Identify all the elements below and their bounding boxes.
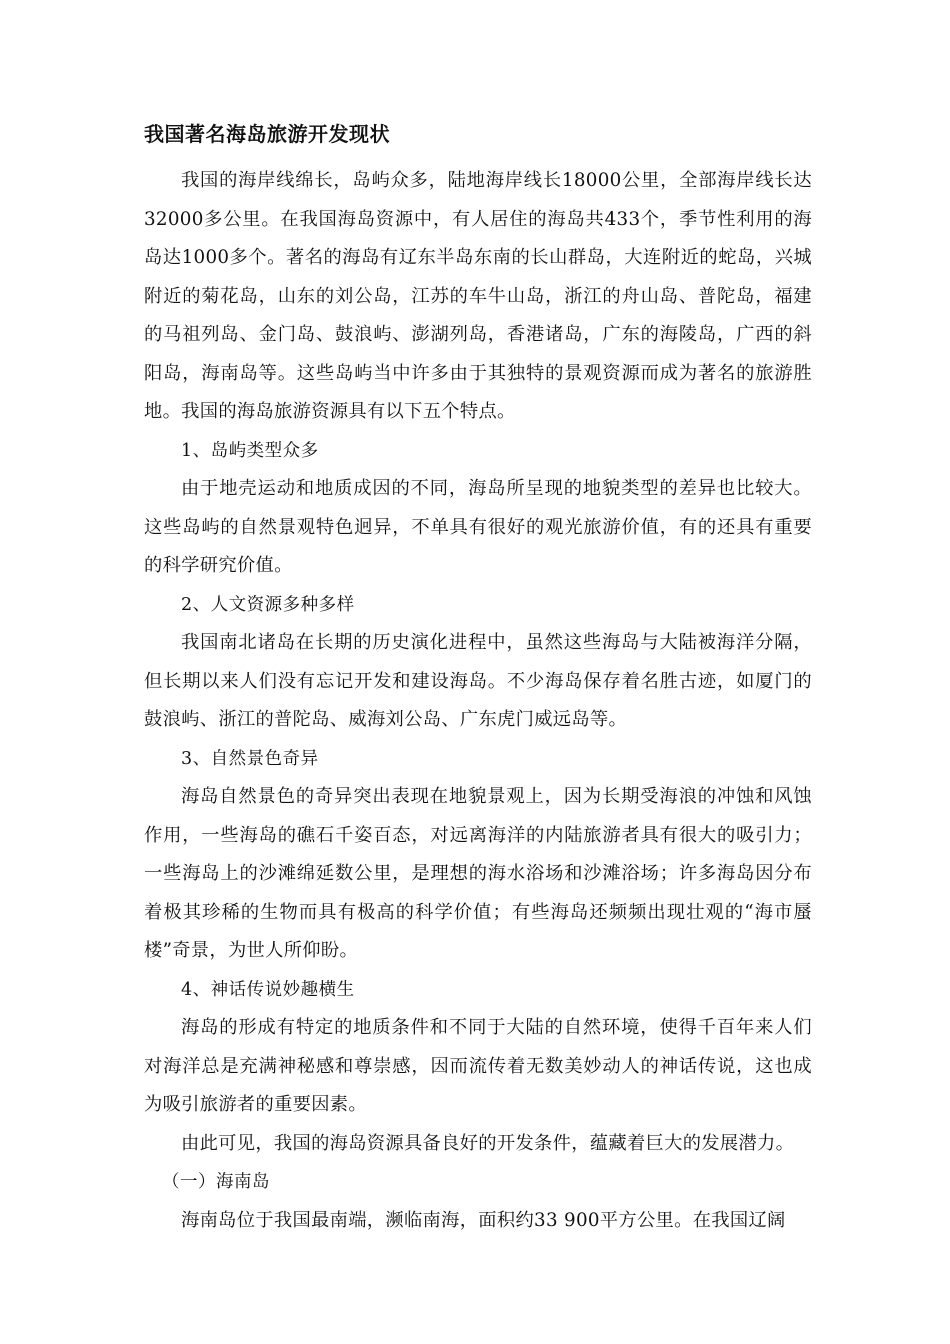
body-paragraph: 海南岛位于我国最南端，濒临南海，面积约33 900平方公里。在我国辽阔 [181, 1209, 786, 1231]
body-paragraph: 由于地壳运动和地质成因的不同，海岛所呈现的地貌类型的差异也比较大。这些岛屿的自然景观特色迥异，不单具有很好的观光旅游价值，有的还具有重要的科学研究价值。 [144, 478, 812, 576]
body-paragraph: 我国的海岸线绵长，岛屿众多，陆地海岸线长18000公里，全部海岸线长达32000多公里。在我国海岛资源中，有人居住的海岛共433个，季节性利用的海岛达1000多个。著名的海岛有辽东半岛东南的长山群岛，大连附近的蛇岛，兴城附近的菊花岛，山东的刘公岛，江苏的车牛山岛，浙江的舟山岛、普陀岛，福建的马祖列岛、金门岛、鼓浪屿、澎湖列岛，香港诸岛，广东的海陵岛，广西的斜阳岛，海南岛等。这些岛屿当中许多由于其独特的景观资源而成为著名的旅游胜地。我国的海岛旅游资源具有以下五个特点。 [144, 170, 812, 422]
section-heading: 4、神话传说妙趣横生 [181, 979, 355, 1000]
section-heading: 2、人文资源多种多样 [181, 594, 355, 615]
section-heading: 1、岛屿类型众多 [181, 440, 319, 461]
body-paragraph: 由此可见，我国的海岛资源具备良好的开发条件，蕴藏着巨大的发展潜力。 [181, 1132, 795, 1154]
document-body [144, 114, 812, 1240]
body-paragraph: 我国南北诸岛在长期的历史演化进程中，虽然这些海岛与大陆被海洋分隔，但长期以来人们没有忘记开发和建设海岛。不少海岛保存着名胜古迹，如厦门的鼓浪屿、浙江的普陀岛、威海刘公岛、广东虎门威远岛等。 [144, 632, 812, 730]
body-paragraph: 海岛自然景色的奇异突出表现在地貌景观上，因为长期受海浪的冲蚀和风蚀作用，一些海岛的礁石千姿百态，对远离海洋的内陆旅游者具有很大的吸引力；一些海岛上的沙滩绵延数公里，是理想的海水浴场和沙滩浴场；许多海岛因分布着极其珍稀的生物而具有极高的科学价值；有些海岛还频频出现壮观的“海市蜃楼”奇景，为世人所仰盼。 [144, 786, 812, 961]
section-heading: 3、自然景色奇异 [181, 748, 319, 769]
document-title: 我国著名海岛旅游开发现状 [144, 122, 390, 146]
subsection-heading: （一）海南岛 [162, 1172, 270, 1192]
body-paragraph: 海岛的形成有特定的地质条件和不同于大陆的自然环境，使得千百年来人们对海洋总是充满神秘感和尊崇感，因而流传着无数美妙动人的神话传说，这也成为吸引旅游者的重要因素。 [144, 1017, 812, 1115]
